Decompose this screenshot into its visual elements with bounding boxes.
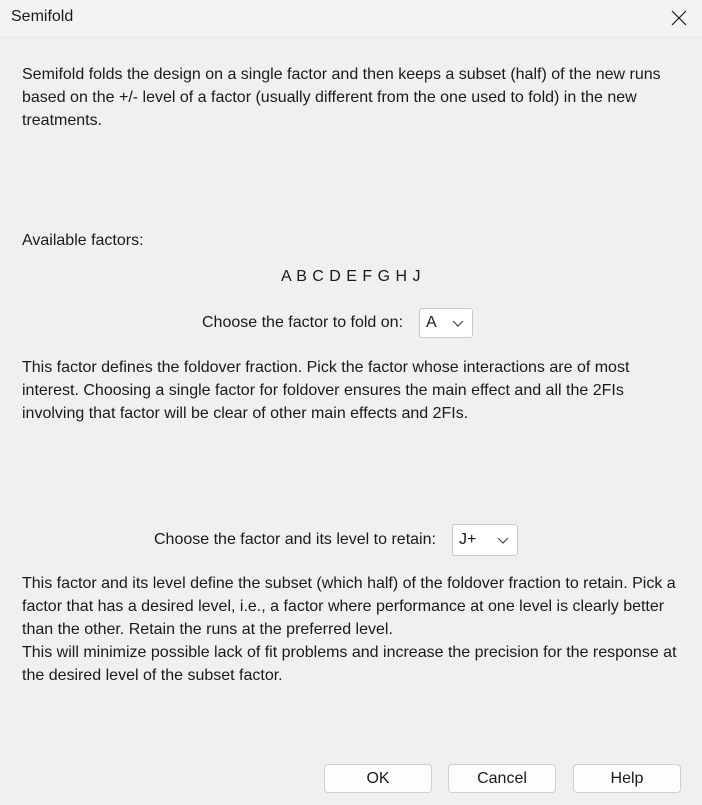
- retain-factor-description-line1: This factor and its level define the subset (which half) of the foldover fraction to retain. Pick a factor that has a desired level, i.e., a factor where performance at one level is clearly better than the other. Retain the runs at the preferred level.: [22, 575, 676, 638]
- retain-factor-value: J+: [458, 531, 477, 548]
- intro-text: Semifold folds the design on a single factor and then keeps a subset (half) of the new runs based on the +/- level of a factor (usually different from the one used to fold) in the new treatments.: [22, 66, 661, 129]
- retain-factor-description-line2: This will minimize possible lack of fit problems and increase the precision for the response at the desired level of the subset factor.: [22, 644, 677, 684]
- ok-button[interactable]: OK: [324, 764, 432, 793]
- available-factors-list: A B C D E F G H J: [280, 268, 422, 285]
- retain-factor-description: [22, 572, 682, 687]
- cancel-button[interactable]: Cancel: [448, 764, 556, 793]
- fold-factor-row: [202, 308, 473, 338]
- title-bar: [0, 0, 702, 38]
- fold-factor-description: This factor defines the foldover fraction. Pick the factor whose interactions are of most interest. Choosing a single factor for foldover ensures the main effect and all the 2FIs involving that factor will be clear of other main effects and 2FIs.: [22, 359, 630, 422]
- fold-factor-select[interactable]: [419, 308, 473, 338]
- help-button[interactable]: Help: [573, 764, 681, 793]
- close-button[interactable]: [656, 0, 702, 36]
- retain-factor-label: Choose the factor and its level to retain:: [154, 531, 436, 548]
- fold-factor-label: Choose the factor to fold on:: [202, 314, 404, 331]
- available-factors-label: Available factors:: [22, 232, 144, 249]
- fold-factor-value: A: [426, 314, 437, 331]
- retain-factor-select[interactable]: [452, 524, 518, 556]
- window-title: Semifold: [11, 8, 74, 25]
- chevron-down-icon: [452, 318, 464, 328]
- retain-factor-row: [154, 524, 518, 556]
- chevron-down-icon: [497, 535, 509, 545]
- close-icon: [671, 10, 687, 26]
